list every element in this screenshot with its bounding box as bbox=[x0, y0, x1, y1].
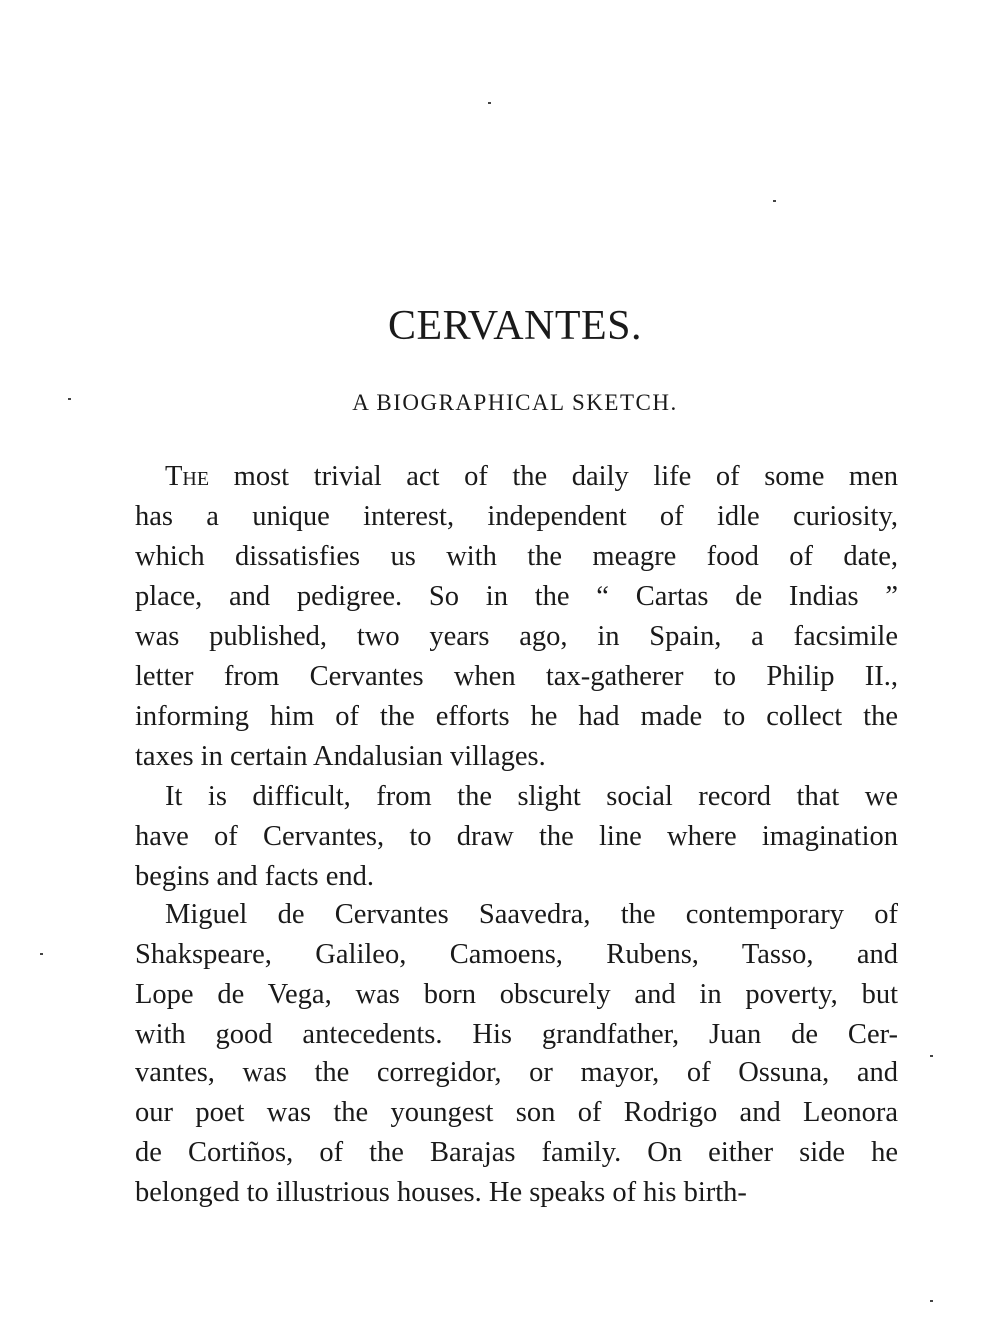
text-line: Lope de Vega, was born obscurely and in poverty, but bbox=[135, 979, 898, 1010]
text-line: place, and pedigree. So in the “ Cartas de Indias ” bbox=[135, 581, 898, 612]
small-caps-opening: The bbox=[165, 461, 210, 492]
text-line: It is difficult, from the slight social record that we bbox=[165, 781, 898, 812]
page-subtitle: A BIOGRAPHICAL SKETCH. bbox=[352, 390, 678, 415]
scan-speck bbox=[930, 1055, 933, 1057]
text-line: has a unique interest, independent of idle curiosity, bbox=[135, 501, 898, 532]
scan-speck bbox=[40, 953, 43, 955]
page-title: CERVANTES. bbox=[387, 303, 643, 349]
text-line: our poet was the youngest son of Rodrigo and Leonora bbox=[135, 1097, 898, 1128]
text-line: was published, two years ago, in Spain, a facsimile bbox=[135, 621, 898, 652]
text-line: Shakspeare, Galileo, Camoens, Rubens, Tasso, and bbox=[135, 939, 898, 970]
text-line: letter from Cervantes when tax-gatherer to Philip II., bbox=[135, 661, 898, 692]
text-line: which dissatisfies us with the meagre food of date, bbox=[135, 541, 898, 572]
scan-speck bbox=[68, 398, 71, 400]
text-line: vantes, was the corregidor, or mayor, of Ossuna, and bbox=[135, 1057, 898, 1088]
text-line: taxes in certain Andalusian villages. bbox=[135, 741, 546, 772]
scan-speck bbox=[488, 102, 491, 104]
text-line: belonged to illustrious houses. He speaks of his birth- bbox=[135, 1177, 747, 1208]
text-line: de Cortiños, of the Barajas family. On either side he bbox=[135, 1137, 898, 1168]
scan-speck bbox=[930, 1300, 933, 1302]
text-line: with good antecedents. His grandfather, Juan de Cer- bbox=[135, 1019, 898, 1050]
text-line: Miguel de Cervantes Saavedra, the contemporary of bbox=[165, 899, 898, 930]
text-line: The most trivial act of the daily life of some men bbox=[165, 461, 898, 492]
text-line: begins and facts end. bbox=[135, 861, 375, 892]
scan-speck bbox=[773, 200, 776, 202]
text-line: informing him of the efforts he had made to collect the bbox=[135, 701, 898, 732]
text-line: have of Cervantes, to draw the line where imagination bbox=[135, 821, 898, 852]
